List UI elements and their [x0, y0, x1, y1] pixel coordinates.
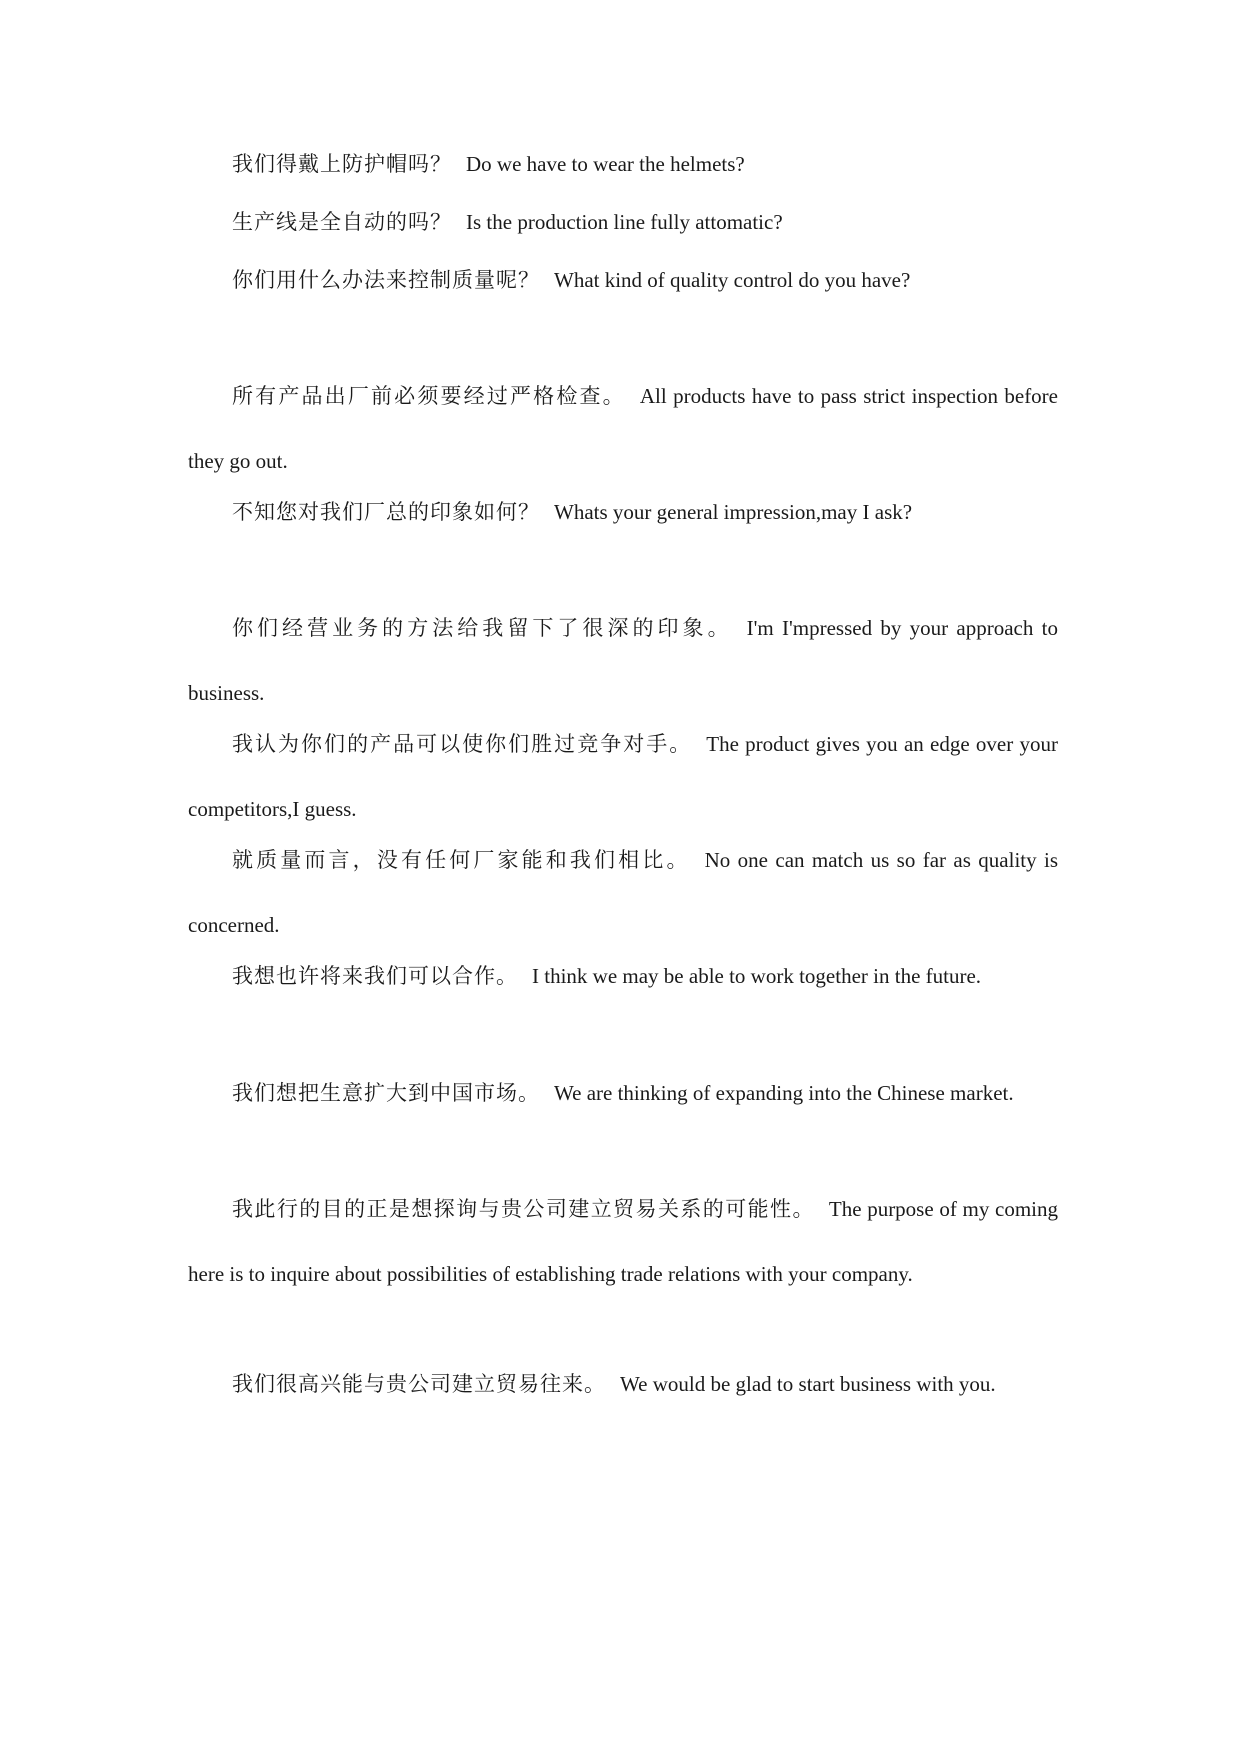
- chinese-text: 生产线是全自动的吗？: [232, 210, 452, 234]
- chinese-text: 我想也许将来我们可以合作。: [232, 964, 518, 988]
- paragraph-approach: [188, 596, 1058, 726]
- paragraph-inspection: [188, 364, 1058, 494]
- english-text: The purpose of my coming here is to inquire about possibilities of establishing trade relations with your company.: [188, 1197, 1059, 1286]
- chinese-text: 所有产品出厂前必须要经过严格检查。: [232, 384, 626, 408]
- chinese-text: 我认为你们的产品可以使你们胜过竞争对手。: [232, 732, 693, 756]
- paragraph-chinese-market: [188, 1061, 1058, 1126]
- chinese-text: 不知您对我们厂总的印象如何？: [232, 500, 540, 524]
- chinese-text: 我们想把生意扩大到中国市场。: [232, 1081, 540, 1105]
- chinese-text: 就质量而言，没有任何厂家能和我们相比。: [232, 848, 691, 872]
- chinese-text: 我此行的目的正是想探询与贵公司建立贸易关系的可能性。: [232, 1197, 815, 1221]
- paragraph-quality-match: [188, 828, 1058, 958]
- english-text: Do we have to wear the helmets?: [466, 152, 745, 176]
- english-text: I'm I'mpressed by your approach to business.: [188, 616, 1058, 705]
- paragraph-quality-control: [188, 248, 1058, 313]
- english-text: No one can match us so far as quality is concerned.: [188, 848, 1059, 937]
- chinese-text: 你们经营业务的方法给我留下了很深的印象。: [232, 616, 733, 640]
- paragraph-start-business: [188, 1352, 1058, 1417]
- english-text: The product gives you an edge over your competitors,I guess.: [188, 732, 1058, 821]
- english-text: All products have to pass strict inspection before they go out.: [188, 384, 1058, 473]
- english-text: Is the production line fully attomatic?: [466, 210, 783, 234]
- chinese-text: 我们得戴上防护帽吗？: [232, 152, 452, 176]
- paragraph-production-line: [188, 190, 1058, 255]
- english-text: We would be glad to start business with you.: [620, 1372, 996, 1396]
- paragraph-impression: [188, 480, 1058, 545]
- english-text: I think we may be able to work together in the future.: [532, 964, 982, 988]
- paragraph-work-together: [188, 944, 1058, 1009]
- chinese-text: 我们很高兴能与贵公司建立贸易往来。: [232, 1372, 606, 1396]
- paragraph-helmets: [188, 132, 1058, 197]
- paragraph-trade-relations: [188, 1177, 1058, 1307]
- english-text: We are thinking of expanding into the Chinese market.: [554, 1081, 1014, 1105]
- english-text: What kind of quality control do you have?: [554, 268, 911, 292]
- english-text: Whats your general impression,may I ask?: [554, 500, 913, 524]
- chinese-text: 你们用什么办法来控制质量呢？: [232, 268, 540, 292]
- paragraph-competitors: [188, 712, 1058, 842]
